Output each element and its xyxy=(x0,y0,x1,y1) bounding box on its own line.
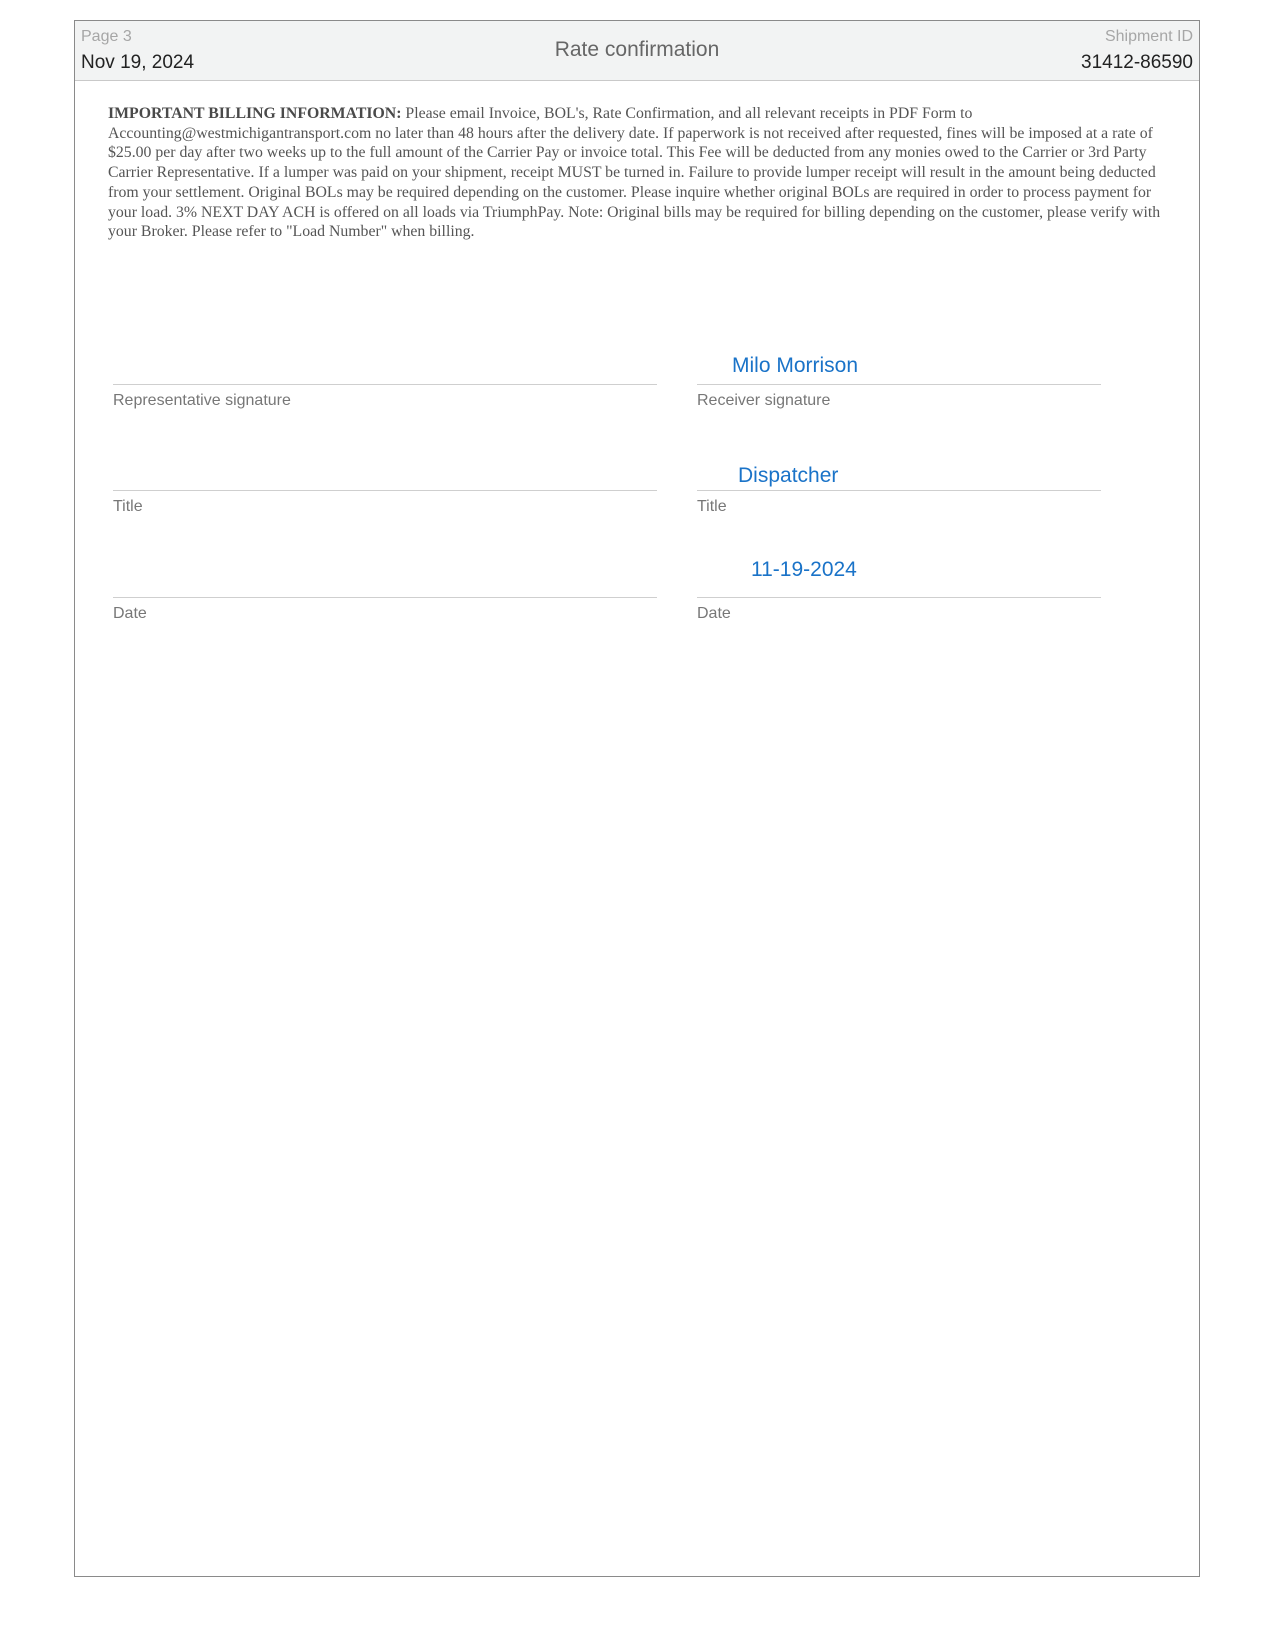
representative-signature-label: Representative signature xyxy=(113,392,291,409)
representative-title-line xyxy=(113,490,657,491)
representative-signature-line xyxy=(113,384,657,385)
header-date: Nov 19, 2024 xyxy=(81,52,195,73)
receiver-title-line xyxy=(697,490,1101,491)
billing-heading: IMPORTANT BILLING INFORMATION: xyxy=(108,105,402,122)
receiver-title-value: Dispatcher xyxy=(738,464,839,487)
document-title: Rate confirmation xyxy=(554,38,720,61)
receiver-signature-label: Receiver signature xyxy=(697,392,831,409)
page-number-label: Page 3 xyxy=(81,28,132,45)
receiver-date-line xyxy=(697,597,1101,598)
receiver-date-label: Date xyxy=(697,605,731,622)
billing-text: Please email Invoice, BOL's, Rate Confirmation, and all relevant receipts in PDF Form to Accounting@westmichigantransport.com no later than 48 hours after the delivery date. If paperwork is not received after requested, fines will be imposed at a rate of $25.00 per day after two weeks up to the full amount of the Carrier Pay or invoice total. This Fee will be deducted from any monies owed to the Carrier or 3rd Party Carrier Representative. If a lumper was paid on your shipment, receipt MUST be turned in. Failure to provide lumper receipt will result in the amount being deducted from your settlement. Original BOLs may be required depending on the customer. Please inquire whether original BOLs are required in order to process payment for your load. 3% NEXT DAY ACH is offered on all loads via TriumphPay. Note: Original bills may be required for billing depending on the customer, please verify with your Broker. Please refer to "Load Number" when billing. xyxy=(108,105,1161,241)
page-header xyxy=(75,21,1199,81)
billing-information xyxy=(108,104,1178,242)
receiver-title-label: Title xyxy=(697,498,727,515)
representative-title-label: Title xyxy=(113,498,143,515)
receiver-signature-value: Milo Morrison xyxy=(732,354,859,377)
shipment-id-label: Shipment ID xyxy=(1104,28,1193,45)
representative-date-label: Date xyxy=(113,605,147,622)
receiver-signature-line xyxy=(697,384,1101,385)
representative-date-line xyxy=(113,597,657,598)
shipment-id-value: 31412-86590 xyxy=(1081,52,1193,73)
receiver-date-value: 11-19-2024 xyxy=(751,558,857,581)
document-page xyxy=(74,20,1200,1577)
